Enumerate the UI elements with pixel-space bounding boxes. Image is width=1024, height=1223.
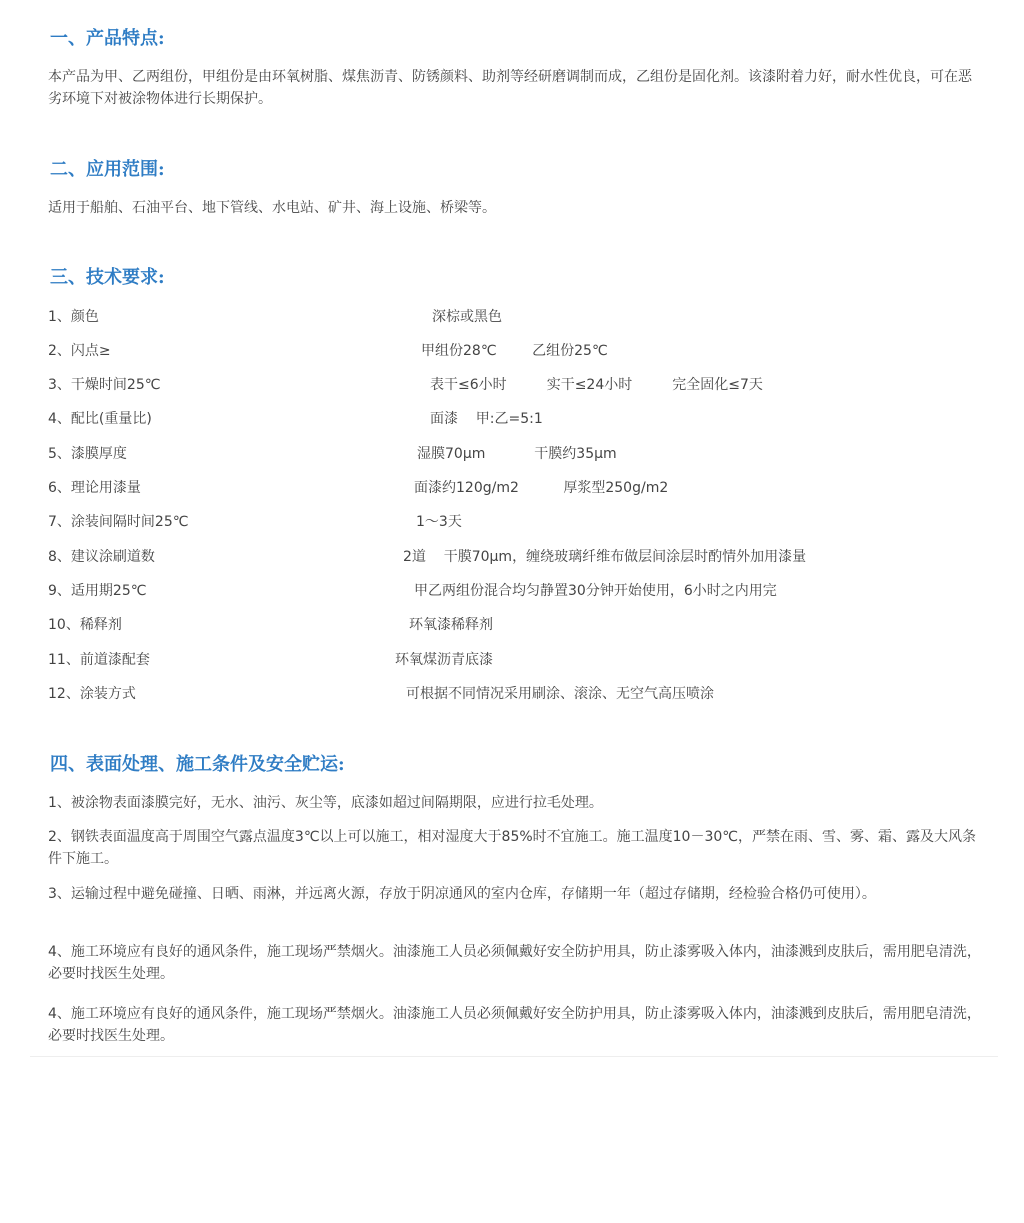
spec-label: 4、配比(重量比)	[48, 411, 152, 427]
spec-label: 12、涂装方式	[48, 686, 136, 702]
spec-label: 7、涂装间隔时间25℃	[48, 514, 189, 530]
spec-value: 可根据不同情况采用刷涂、滚涂、无空气高压喷涂	[406, 686, 714, 702]
section-heading-safety: 四、表面处理、施工条件及安全贮运:	[50, 754, 345, 775]
spec-label: 5、漆膜厚度	[48, 446, 127, 462]
spec-value: 环氧煤沥青底漆	[395, 652, 493, 668]
safety-item: 1、被涂物表面漆膜完好，无水、油污、灰尘等，底漆如超过间隔期限，应进行拉毛处理。	[48, 795, 603, 811]
safety-item: 3、运输过程中避免碰撞、日晒、雨淋，并远离火源，存放于阴凉通风的室内仓库，存储期一年（超过存储期，经检验合格仍可使用）。	[48, 886, 876, 902]
spec-value: 甲组份28℃ 乙组份25℃	[421, 343, 608, 359]
spec-label: 6、理论用漆量	[48, 480, 141, 496]
spec-label: 3、干燥时间25℃	[48, 377, 161, 393]
spec-value: 环氧漆稀释剂	[409, 617, 493, 633]
spec-value: 面漆 甲:乙=5:1	[430, 411, 543, 427]
section-heading-technical: 三、技术要求:	[50, 267, 165, 288]
spec-label: 9、适用期25℃	[48, 583, 147, 599]
section-heading-features: 一、产品特点:	[50, 28, 165, 49]
spec-value: 表干≤6小时 实干≤24小时 完全固化≤7天	[430, 377, 763, 393]
bottom-divider	[30, 1056, 998, 1057]
safety-item: 4、施工环境应有良好的通风条件，施工现场严禁烟火。油漆施工人员必须佩戴好安全防护用具，防止漆雾吸入体内，油漆溅到皮肤后，需用肥皂清洗，必要时找医生处理。	[48, 1006, 981, 1044]
spec-label: 8、建议涂刷道数	[48, 549, 155, 565]
spec-value: 甲乙两组份混合均匀静置30分钟开始使用，6小时之内用完	[414, 583, 777, 599]
spec-label: 11、前道漆配套	[48, 652, 150, 668]
spec-value: 2道 干膜70μm，缠绕玻璃纤维布做层间涂层时酌情外加用漆量	[403, 549, 807, 565]
safety-item: 2、钢铁表面温度高于周围空气露点温度3℃以上可以施工，相对湿度大于85%时不宜施工。施工温度10－30℃，严禁在雨、雪、雾、霜、露及大风条件下施工。	[48, 829, 977, 867]
spec-value: 湿膜70μm 干膜约35μm	[417, 446, 617, 462]
spec-label: 10、稀释剂	[48, 617, 122, 633]
section-heading-application: 二、应用范围:	[50, 159, 165, 180]
spec-value: 1～3天	[416, 514, 462, 530]
safety-item: 4、施工环境应有良好的通风条件，施工现场严禁烟火。油漆施工人员必须佩戴好安全防护用具，防止漆雾吸入体内，油漆溅到皮肤后，需用肥皂清洗，必要时找医生处理。	[48, 944, 981, 982]
features-text: 本产品为甲、乙两组份，甲组份是由环氧树脂、煤焦沥青、防锈颜料、助剂等经研磨调制而成，乙组份是固化剂。该漆附着力好，耐水性优良，可在恶劣环境下对被涂物体进行长期保护。	[48, 69, 972, 107]
spec-label: 1、颜色	[48, 309, 99, 325]
application-text: 适用于船舶、石油平台、地下管线、水电站、矿井、海上设施、桥梁等。	[48, 200, 496, 216]
spec-value: 深棕或黑色	[432, 309, 502, 325]
spec-label: 2、闪点≥	[48, 343, 111, 359]
spec-value: 面漆约120g/m2 厚浆型250g/m2	[414, 480, 669, 496]
